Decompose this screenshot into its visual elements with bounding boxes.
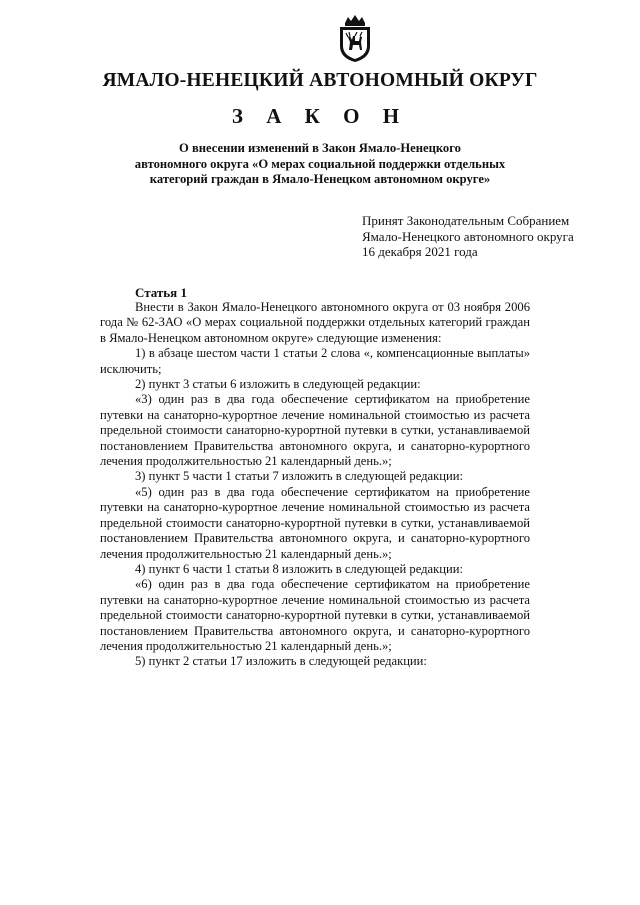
- adoption-line: Принят Законодательным Собранием: [362, 213, 570, 228]
- subject-line: автономного округа «О мерах социальной поддержки отдельных: [134, 156, 506, 171]
- article-paragraph: 1) в абзаце шестом части 1 статьи 2 слова «, компенсационные выплаты» исключить;: [100, 346, 530, 376]
- article-paragraph: «5) один раз в два года обеспечение сертификатом на приобретение путевки на санаторно-курортное лечение номинальной стоимостью из расчета предельной стоимости санаторно-курортной путевки в сутки, устанавливаемой постановлением Правительства автономного округа, и санаторно-курортного лечения продолжительностью 21 календарный день.»;: [100, 484, 530, 561]
- article-title: Статья 1: [135, 285, 187, 300]
- article-paragraph: 4) пункт 6 части 1 статьи 8 изложить в следующей редакции:: [135, 561, 463, 576]
- article-paragraph: Внести в Закон Ямало-Ненецкого автономного округа от 03 ноября 2006 года № 62-ЗАО «О мерах социальной поддержки отдельных категорий граждан в Ямало-Ненецком автономном округе» следующие изменения:: [100, 300, 530, 345]
- article-body: [100, 300, 530, 670]
- subject-line: О внесении изменений в Закон Ямало-Ненецкого: [179, 141, 461, 155]
- subject-line: категорий граждан в Ямало-Ненецком автономном округе»: [149, 172, 491, 186]
- article-paragraph: «3) один раз в два года обеспечение сертификатом на приобретение путевки на санаторно-курортное лечение номинальной стоимостью из расчета предельной стоимости санаторно-курортной путевки в сутки, устанавливаемой постановлением Правительства автономного округа, и санаторно-курортного лечения продолжительностью 21 календарный день.»;: [100, 392, 530, 469]
- adoption-line: Ямало-Ненецкого автономного округа: [362, 228, 574, 244]
- article-paragraph: 5) пункт 2 статьи 17 изложить в следующей редакции:: [135, 654, 427, 669]
- article-paragraph: 3) пункт 5 части 1 статьи 7 изложить в следующей редакции:: [135, 469, 463, 484]
- document-type: З А К О Н: [231, 104, 409, 128]
- coat-of-arms-icon: [336, 14, 374, 64]
- law-subject: [100, 141, 540, 188]
- region-title: ЯМАЛО-НЕНЕЦКИЙ АВТОНОМНЫЙ ОКРУГ: [102, 70, 538, 91]
- article-paragraph: «6) один раз в два года обеспечение сертификатом на приобретение путевки на санаторно-курортное лечение номинальной стоимостью из расчета предельной стоимости санаторно-курортной путевки в сутки, устанавливаемой постановлением Правительства автономного округа, и санаторно-курортного лечения продолжительностью 21 календарный день.»;: [100, 577, 530, 653]
- adoption-note: [362, 213, 574, 260]
- article-paragraph: 2) пункт 3 статьи 6 изложить в следующей редакции:: [135, 377, 421, 392]
- adoption-date: 16 декабря 2021 года: [362, 244, 478, 260]
